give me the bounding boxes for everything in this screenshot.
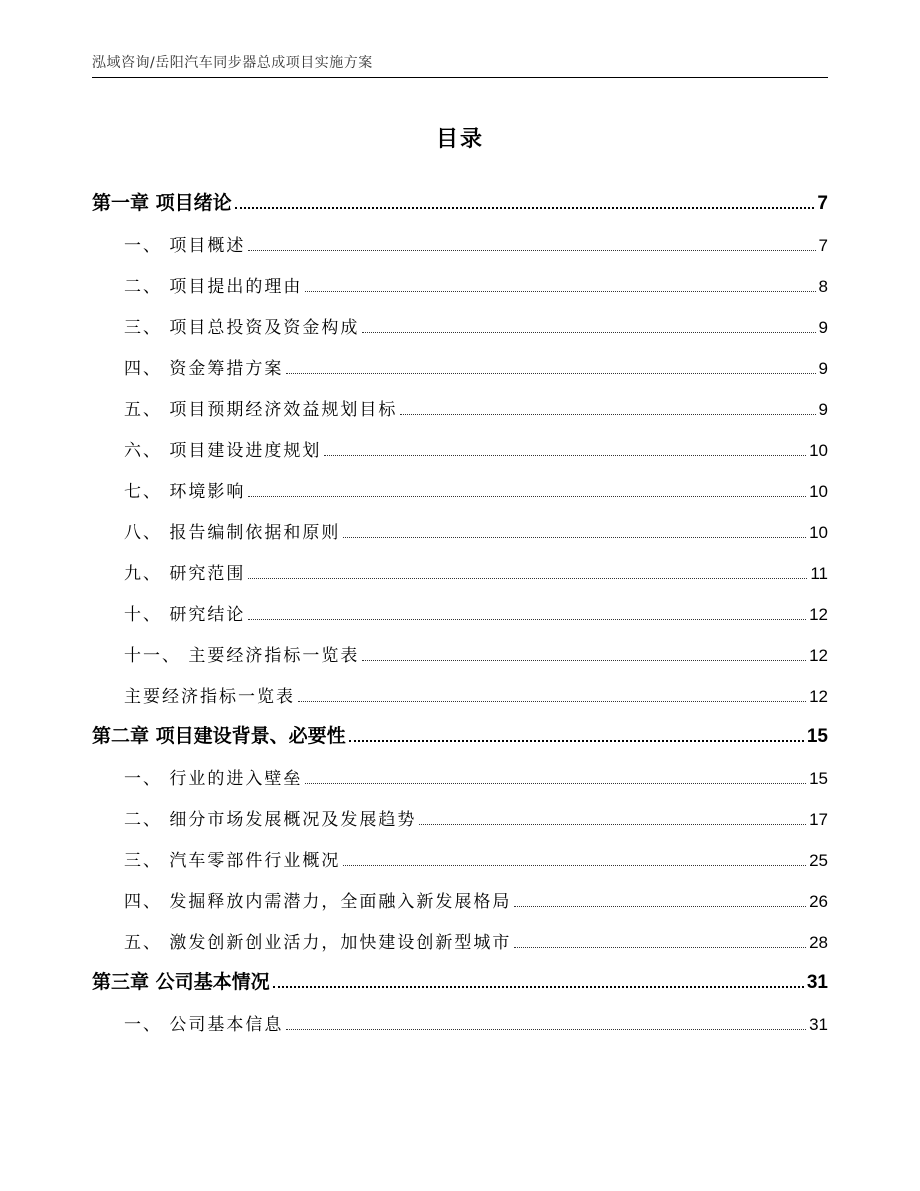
toc-entry-label: 七、 环境影响 <box>124 482 246 502</box>
dot-leader <box>298 701 806 702</box>
toc-page-number: 7 <box>818 236 828 255</box>
table-of-contents <box>92 174 828 1035</box>
toc-section-entry[interactable] <box>92 994 828 1035</box>
toc-page-number: 12 <box>809 605 828 624</box>
toc-page-number: 7 <box>817 193 828 214</box>
toc-section-entry[interactable] <box>92 584 828 625</box>
toc-section-entry[interactable] <box>92 461 828 502</box>
toc-page-number: 9 <box>818 359 828 378</box>
toc-entry-label: 六、 项目建设进度规划 <box>124 441 322 461</box>
dot-leader <box>514 947 806 948</box>
toc-title: 目录 <box>435 127 484 152</box>
dot-leader <box>362 660 806 661</box>
dot-leader <box>305 291 815 292</box>
dot-leader <box>349 740 804 742</box>
toc-page-number: 10 <box>809 482 828 501</box>
toc-entry-label: 第二章 项目建设背景、必要性 <box>92 725 346 747</box>
toc-section-entry[interactable] <box>92 420 828 461</box>
toc-section-entry[interactable] <box>92 830 828 871</box>
toc-section-entry[interactable] <box>92 256 828 297</box>
toc-entry-label: 三、 项目总投资及资金构成 <box>124 318 360 338</box>
toc-page-number: 9 <box>818 318 828 337</box>
toc-page-number: 12 <box>809 646 828 665</box>
toc-section-entry[interactable] <box>92 338 828 379</box>
toc-entry-label: 九、 研究范围 <box>124 564 246 584</box>
toc-page-number: 10 <box>809 523 828 542</box>
toc-chapter-entry[interactable] <box>92 953 828 994</box>
header-rule <box>92 77 828 78</box>
toc-page-number: 26 <box>809 892 828 911</box>
dot-leader <box>400 414 815 415</box>
dot-leader <box>248 496 806 497</box>
toc-entry-label: 十一、 主要经济指标一览表 <box>124 646 360 666</box>
toc-chapter-entry[interactable] <box>92 707 828 748</box>
dot-leader <box>248 578 807 579</box>
toc-entry-label: 一、 公司基本信息 <box>124 1015 284 1035</box>
toc-entry-label: 三、 汽车零部件行业概况 <box>124 851 341 871</box>
toc-page-number: 17 <box>809 810 828 829</box>
toc-entry-label: 十、 研究结论 <box>124 605 246 625</box>
toc-section-entry[interactable] <box>92 625 828 666</box>
toc-entry-label: 第一章 项目绪论 <box>92 192 232 214</box>
toc-page-number: 25 <box>809 851 828 870</box>
toc-entry-label: 二、 细分市场发展概况及发展趋势 <box>124 810 417 830</box>
toc-page-number: 28 <box>809 933 828 952</box>
dot-leader <box>273 986 804 988</box>
toc-page-number: 12 <box>809 687 828 706</box>
dot-leader <box>343 537 806 538</box>
dot-leader <box>248 250 815 251</box>
toc-page-number: 15 <box>809 769 828 788</box>
toc-page-number: 8 <box>818 277 828 296</box>
toc-section-entry[interactable] <box>92 502 828 543</box>
toc-section-entry[interactable] <box>92 748 828 789</box>
toc-page-number: 11 <box>810 564 828 583</box>
toc-page-number: 15 <box>806 726 828 747</box>
dot-leader <box>419 824 806 825</box>
toc-section-entry[interactable] <box>92 543 828 584</box>
toc-entry-label: 第三章 公司基本情况 <box>92 971 270 993</box>
dot-leader <box>324 455 806 456</box>
dot-leader <box>235 207 815 209</box>
dot-leader <box>286 1029 806 1030</box>
toc-section-entry[interactable] <box>92 912 828 953</box>
toc-entry-label: 五、 项目预期经济效益规划目标 <box>124 400 398 420</box>
toc-page-number: 10 <box>809 441 828 460</box>
toc-entry-label: 四、 资金筹措方案 <box>124 359 284 379</box>
toc-page-number: 31 <box>809 1015 828 1034</box>
dot-leader <box>514 906 806 907</box>
toc-chapter-entry[interactable] <box>92 174 828 215</box>
dot-leader <box>286 373 815 374</box>
toc-section-entry[interactable] <box>92 789 828 830</box>
toc-entry-label: 一、 行业的进入壁垒 <box>124 769 303 789</box>
toc-page-number: 31 <box>806 972 828 993</box>
running-header: 泓域咨询/岳阳汽车同步器总成项目实施方案 <box>92 55 373 71</box>
toc-section-entry[interactable] <box>92 297 828 338</box>
dot-leader <box>248 619 806 620</box>
dot-leader <box>343 865 806 866</box>
toc-entry-label: 八、 报告编制依据和原则 <box>124 523 341 543</box>
toc-entry-label: 二、 项目提出的理由 <box>124 277 303 297</box>
toc-entry-label: 主要经济指标一览表 <box>124 687 295 707</box>
toc-entry-label: 一、 项目概述 <box>124 236 246 256</box>
toc-section-entry[interactable] <box>92 666 828 707</box>
toc-section-entry[interactable] <box>92 215 828 256</box>
toc-entry-label: 五、 激发创新创业活力，加快建设创新型城市 <box>124 933 512 953</box>
toc-section-entry[interactable] <box>92 379 828 420</box>
dot-leader <box>362 332 815 333</box>
toc-page-number: 9 <box>818 400 828 419</box>
toc-entry-label: 四、 发掘释放内需潜力，全面融入新发展格局 <box>124 892 512 912</box>
dot-leader <box>305 783 806 784</box>
toc-section-entry[interactable] <box>92 871 828 912</box>
